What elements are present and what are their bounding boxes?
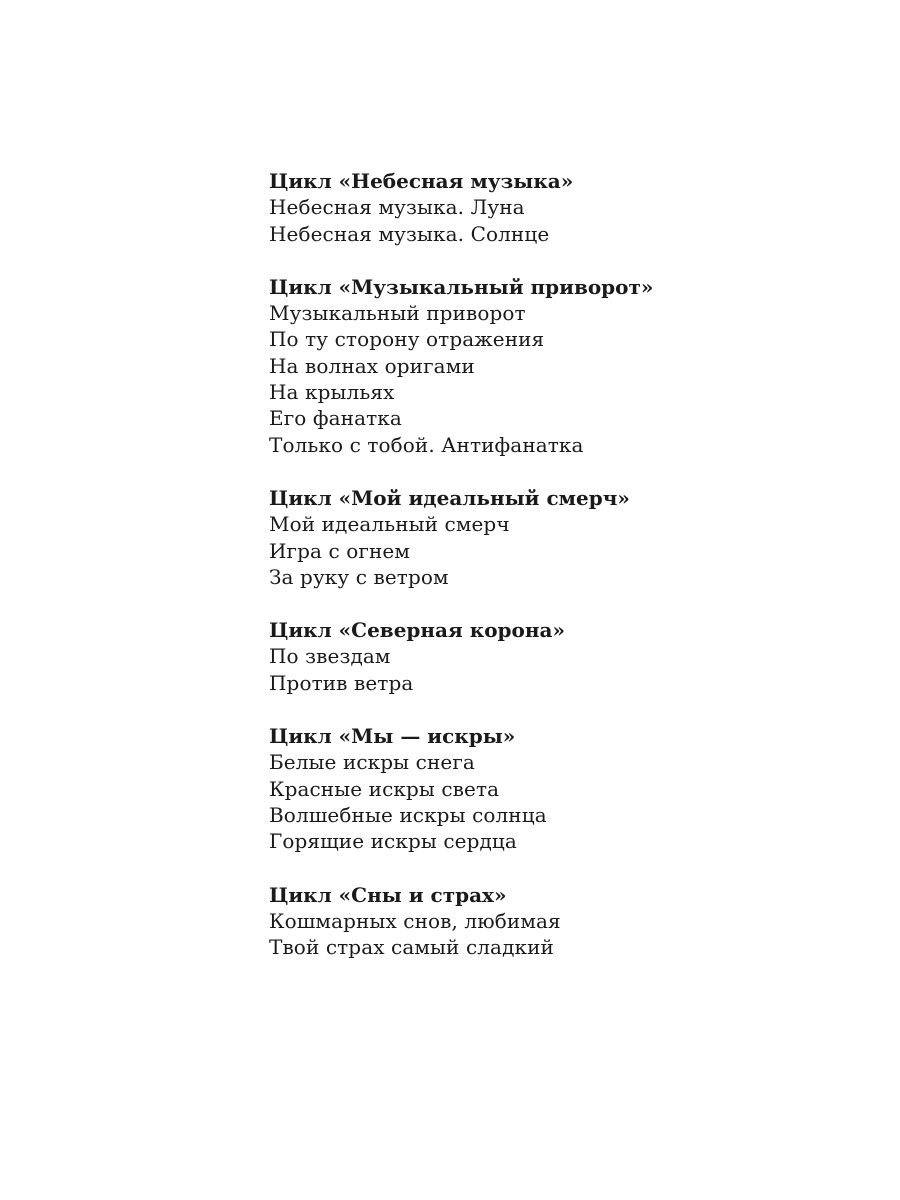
book-title: На волнах оригами — [269, 353, 475, 378]
book-list-page — [269, 168, 869, 987]
book-title: Белые искры снега — [269, 750, 475, 775]
book-title: Горящие искры сердца — [269, 829, 517, 854]
cycle-title: Цикл «Мы — искры» — [269, 724, 516, 749]
cycle-section — [269, 274, 869, 458]
cycle-section — [269, 882, 869, 961]
book-title: Против ветра — [269, 670, 414, 695]
cycle-section — [269, 485, 869, 590]
book-title: Игра с огнем — [269, 538, 411, 563]
cycle-title: Цикл «Сны и страх» — [269, 882, 507, 907]
cycle-section — [269, 168, 869, 247]
cycle-title: Цикл «Мой идеальный смерч» — [269, 485, 630, 510]
book-title: Твой страх самый сладкий — [269, 935, 554, 960]
cycle-title: Цикл «Музыкальный приворот» — [269, 274, 654, 299]
book-title: По звездам — [269, 644, 391, 669]
book-title: Только с тобой. Антифанатка — [269, 432, 584, 457]
book-title: Музыкальный приворот — [269, 301, 526, 326]
book-title: На крыльях — [269, 380, 395, 405]
book-title: Красные искры света — [269, 776, 500, 801]
book-title: За руку с ветром — [269, 564, 449, 589]
book-title: Небесная музыка. Луна — [269, 195, 525, 220]
cycle-section — [269, 617, 869, 696]
book-title: Небесная музыка. Солнце — [269, 221, 550, 246]
cycle-section — [269, 723, 869, 854]
book-title: По ту сторону отражения — [269, 327, 545, 352]
book-title: Его фанатка — [269, 406, 402, 431]
cycle-title: Цикл «Северная корона» — [269, 618, 565, 643]
book-title: Мой идеальный смерч — [269, 512, 510, 537]
book-title: Кошмарных снов, любимая — [269, 908, 561, 933]
cycle-title: Цикл «Небесная музыка» — [269, 169, 574, 193]
book-title: Волшебные искры солнца — [269, 802, 547, 827]
